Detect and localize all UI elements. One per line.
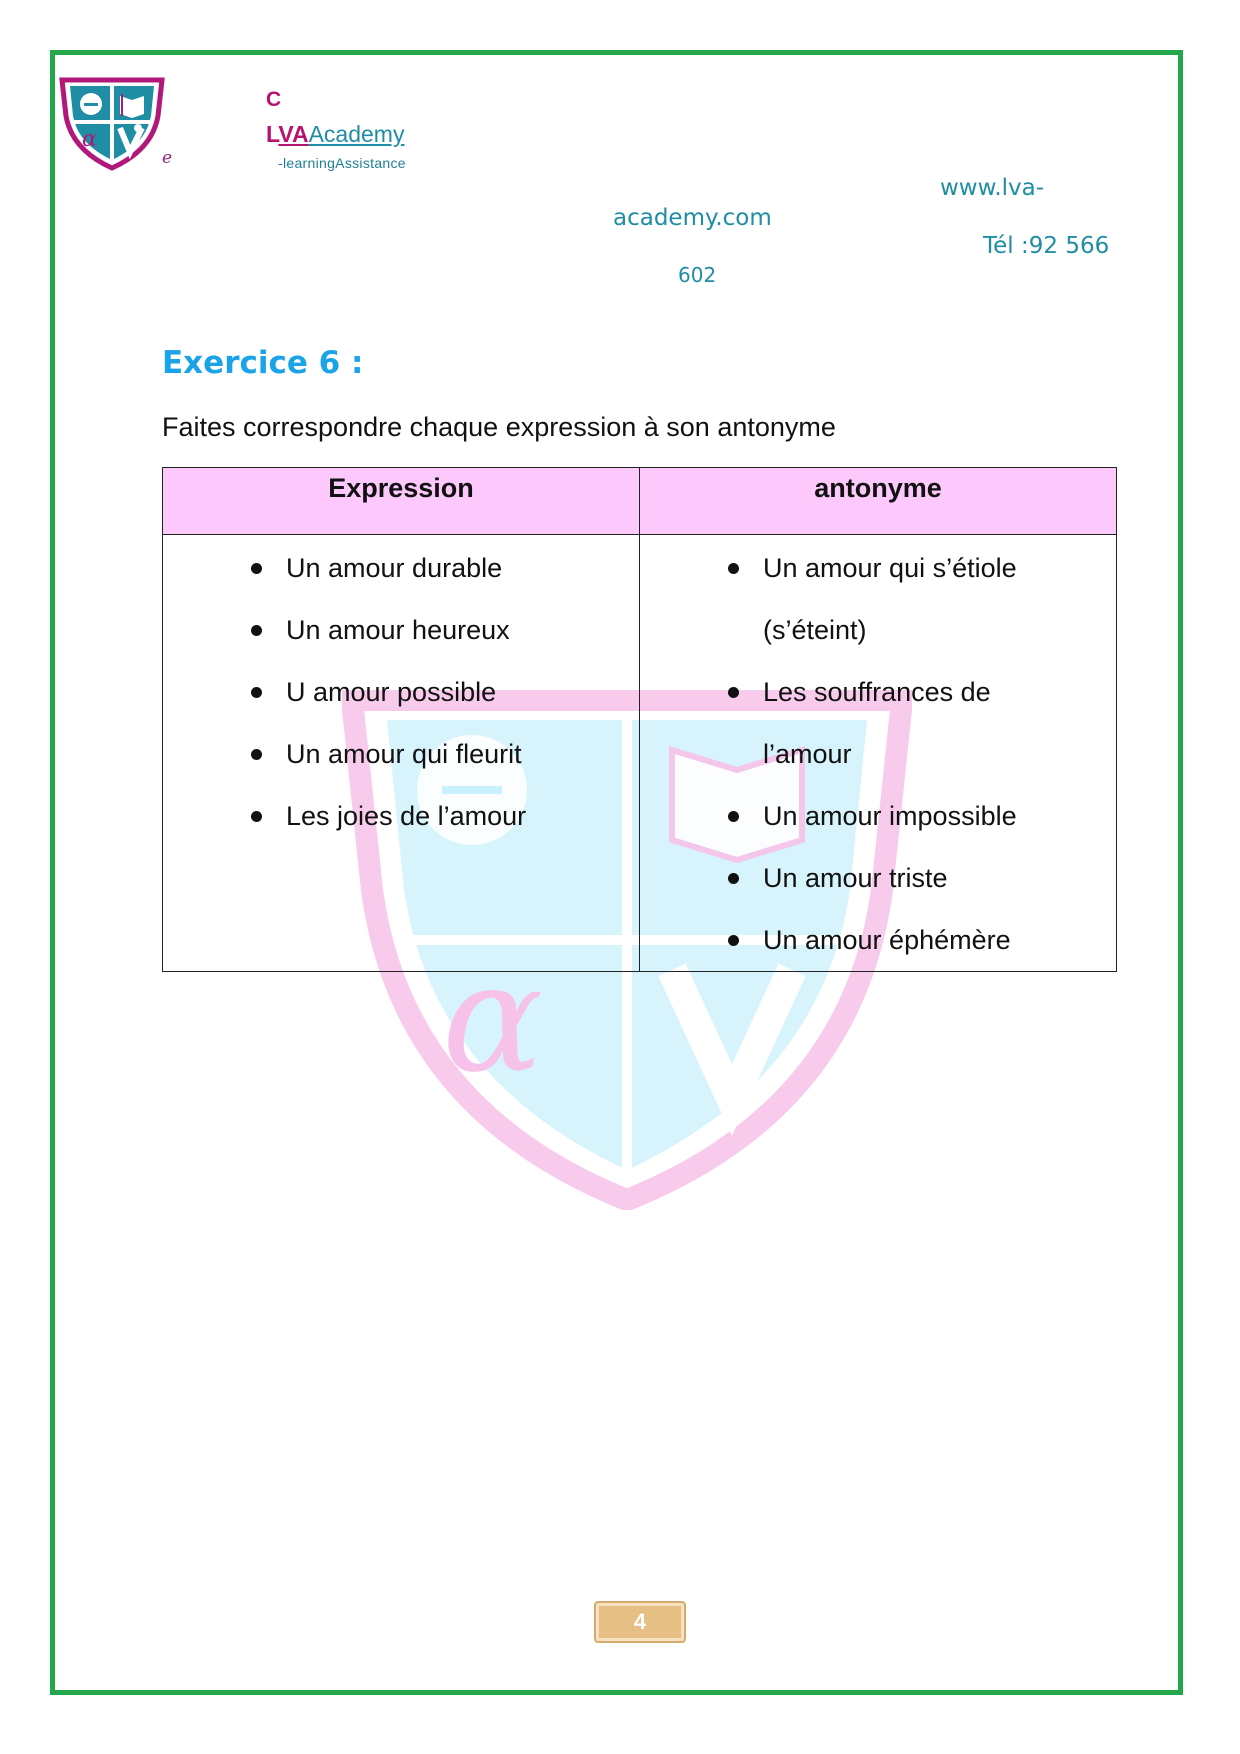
exercise-instruction: Faites correspondre chaque expression à son antonyme — [162, 412, 836, 442]
brand-lva-first: L — [266, 121, 279, 147]
table-header-row — [163, 468, 1117, 535]
svg-text:α: α — [442, 932, 544, 1106]
brand-name — [266, 121, 404, 148]
page-number: 4 — [594, 1601, 686, 1643]
list-item: Un amour impossible — [640, 785, 1116, 847]
academy-logo-icon — [58, 76, 166, 172]
list-item: Un amour triste — [640, 847, 1116, 909]
matching-table — [162, 467, 1117, 972]
list-item: Les joies de l’amour — [163, 785, 639, 847]
list-item: Un amour qui s’étiole — [640, 537, 1116, 599]
phone-number-continuation: 602 — [678, 263, 717, 287]
list-item: U amour possible — [163, 661, 639, 723]
exercise-title: Exercice 6 : — [162, 345, 364, 381]
list-item-continuation: (s’éteint) — [763, 615, 867, 645]
antonyme-cell — [640, 535, 1117, 972]
table-row — [163, 535, 1117, 972]
column-header-expression: Expression — [163, 468, 640, 535]
brand-letter: C — [266, 88, 282, 111]
expression-cell — [163, 535, 640, 972]
logo-letter: e — [162, 148, 173, 168]
brand-lva — [266, 121, 309, 147]
svg-text:α: α — [82, 127, 97, 152]
expression-list — [163, 535, 639, 847]
column-header-antonyme: antonyme — [640, 468, 1117, 535]
list-item: Les souffrances de — [640, 661, 1116, 723]
antonyme-list — [640, 535, 1116, 971]
brand-academy-link[interactable]: Academy — [308, 121, 405, 147]
list-item: Un amour heureux — [163, 599, 639, 661]
brand-lva-rest: VA — [278, 121, 309, 147]
list-item: Un amour éphémère — [640, 909, 1116, 971]
list-item: Un amour qui fleurit — [163, 723, 639, 785]
website-link-part2[interactable]: academy.com — [613, 205, 772, 231]
brand-tagline: -learningAssistance — [278, 155, 406, 171]
list-item: Un amour durable — [163, 537, 639, 599]
list-item-continuation: l’amour — [763, 739, 852, 769]
website-link-part1[interactable]: www.lva- — [940, 175, 1045, 201]
phone-number: Tél :92 566 — [983, 233, 1110, 259]
